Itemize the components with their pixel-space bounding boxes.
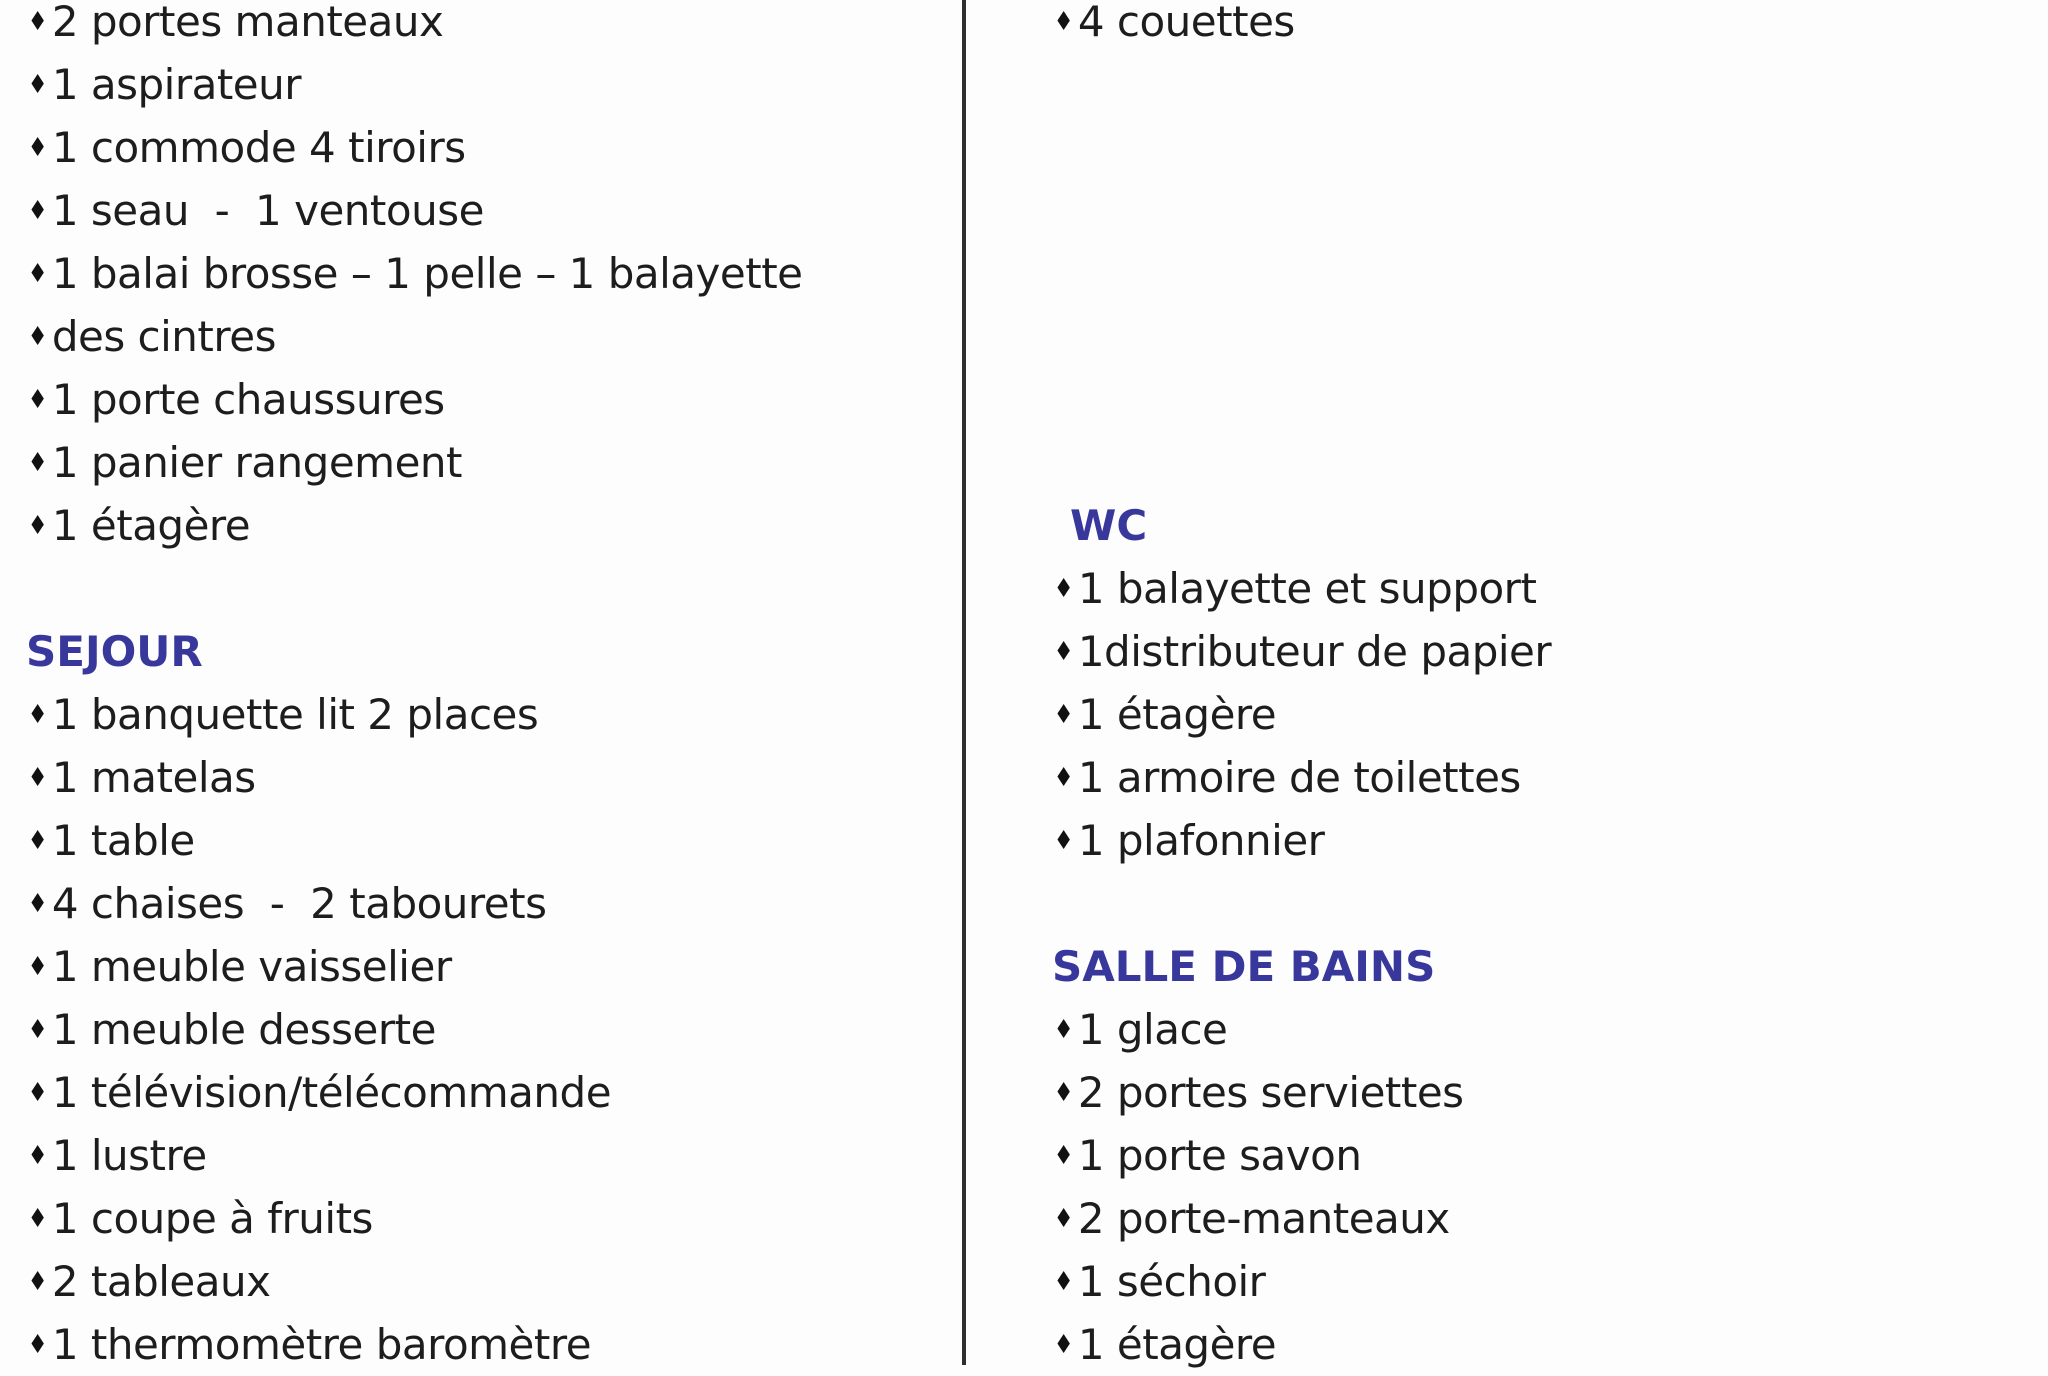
item-text: 1 glace [1077,1005,1228,1054]
diamond-bullet-icon: ♦ [27,699,48,730]
item-text: 1 porte chaussures [51,375,445,424]
diamond-bullet-icon: ♦ [27,825,48,856]
item-text: 2 tableaux [51,1257,271,1306]
item-text: 1 seau - 1 ventouse [51,186,484,235]
diamond-bullet-icon: ♦ [1053,1077,1074,1108]
section-header-wc [1052,494,2042,557]
diamond-bullet-icon: ♦ [1053,762,1074,793]
item-text: 1 banquette lit 2 places [51,690,539,739]
diamond-bullet-icon: ♦ [1053,1014,1074,1045]
diamond-bullet-icon: ♦ [27,1266,48,1297]
diamond-bullet-icon: ♦ [27,132,48,163]
diamond-bullet-icon: ♦ [1053,1329,1074,1360]
list-item [26,1313,956,1376]
list-item [1052,809,2042,872]
item-text: 1 balai brosse – 1 pelle – 1 balayette [51,249,803,298]
list-item [1052,1061,2042,1124]
list-item [26,179,956,242]
item-text: 1 matelas [51,753,256,802]
list-item [26,935,956,998]
item-text: 4 chaises - 2 tabourets [51,879,547,928]
list-item [26,683,956,746]
item-text: 1 séchoir [1077,1257,1266,1306]
diamond-bullet-icon: ♦ [27,762,48,793]
diamond-bullet-icon: ♦ [27,1329,48,1360]
list-item [26,1250,956,1313]
section-header-salle-de-bains [1052,935,2042,998]
list-item [26,305,956,368]
list-item [26,242,956,305]
item-text: 4 couettes [1077,0,1295,46]
item-text: 1 meuble desserte [51,1005,436,1054]
list-item [26,809,956,872]
section-header-text: SALLE DE BAINS [1052,942,1436,991]
list-item [26,1187,956,1250]
item-text: 1 étagère [1077,1320,1277,1369]
blank-line [1052,368,2042,431]
item-text: 1 aspirateur [51,60,302,109]
list-item [1052,683,2042,746]
list-item [1052,1187,2042,1250]
item-text: 1 thermomètre baromètre [51,1320,592,1369]
blank-line [1052,305,2042,368]
diamond-bullet-icon: ♦ [27,6,48,37]
blank-line [26,557,956,620]
list-item [1052,1124,2042,1187]
list-item [26,116,956,179]
list-item [1052,557,2042,620]
left-column [26,0,956,1376]
item-text: 1 armoire de toilettes [1077,753,1521,802]
item-text: 1 étagère [1077,690,1277,739]
item-text: 1 lustre [51,1131,207,1180]
section-header-text: WC [1070,501,1148,550]
list-item [26,494,956,557]
diamond-bullet-icon: ♦ [27,510,48,541]
diamond-bullet-icon: ♦ [1053,699,1074,730]
list-item [26,431,956,494]
diamond-bullet-icon: ♦ [27,258,48,289]
list-item [26,53,956,116]
list-item [1052,1313,2042,1376]
diamond-bullet-icon: ♦ [1053,636,1074,667]
item-text: 2 porte-manteaux [1077,1194,1450,1243]
blank-line [1052,872,2042,935]
item-text: 2 portes manteaux [51,0,444,46]
item-text: 1 étagère [51,501,251,550]
item-text: des cintres [51,312,276,361]
diamond-bullet-icon: ♦ [1053,1140,1074,1171]
diamond-bullet-icon: ♦ [27,888,48,919]
diamond-bullet-icon: ♦ [27,69,48,100]
item-text: 1 panier rangement [51,438,462,487]
blank-line [1052,431,2042,494]
blank-line [1052,116,2042,179]
item-text: 1 plafonnier [1077,816,1325,865]
diamond-bullet-icon: ♦ [27,1203,48,1234]
item-text: 1 coupe à fruits [51,1194,373,1243]
diamond-bullet-icon: ♦ [27,1077,48,1108]
item-text: 1 table [51,816,195,865]
diamond-bullet-icon: ♦ [1053,1266,1074,1297]
list-item [26,1124,956,1187]
blank-line [1052,53,2042,116]
diamond-bullet-icon: ♦ [1053,6,1074,37]
column-divider-line [962,0,966,1365]
list-item [1052,746,2042,809]
blank-line [1052,242,2042,305]
diamond-bullet-icon: ♦ [27,447,48,478]
item-text: 1 télévision/télécommande [51,1068,612,1117]
list-item [26,872,956,935]
item-text: 1 balayette et support [1077,564,1537,613]
list-item [26,746,956,809]
blank-line [1052,179,2042,242]
item-text: 1distributeur de papier [1077,627,1552,676]
list-item [1052,620,2042,683]
list-item [1052,0,2042,53]
section-header-text: SEJOUR [26,627,203,676]
diamond-bullet-icon: ♦ [1053,825,1074,856]
item-text: 1 meuble vaisselier [51,942,452,991]
diamond-bullet-icon: ♦ [27,951,48,982]
list-item [26,1061,956,1124]
diamond-bullet-icon: ♦ [1053,573,1074,604]
diamond-bullet-icon: ♦ [27,1140,48,1171]
diamond-bullet-icon: ♦ [27,195,48,226]
diamond-bullet-icon: ♦ [27,321,48,352]
list-item [1052,998,2042,1061]
item-text: 2 portes serviettes [1077,1068,1464,1117]
section-header-sejour [26,620,956,683]
item-text: 1 commode 4 tiroirs [51,123,466,172]
right-column [1052,0,2042,1376]
list-item [1052,1250,2042,1313]
list-item [26,0,956,53]
list-item [26,998,956,1061]
diamond-bullet-icon: ♦ [27,384,48,415]
diamond-bullet-icon: ♦ [1053,1203,1074,1234]
item-text: 1 porte savon [1077,1131,1362,1180]
list-item [26,368,956,431]
diamond-bullet-icon: ♦ [27,1014,48,1045]
